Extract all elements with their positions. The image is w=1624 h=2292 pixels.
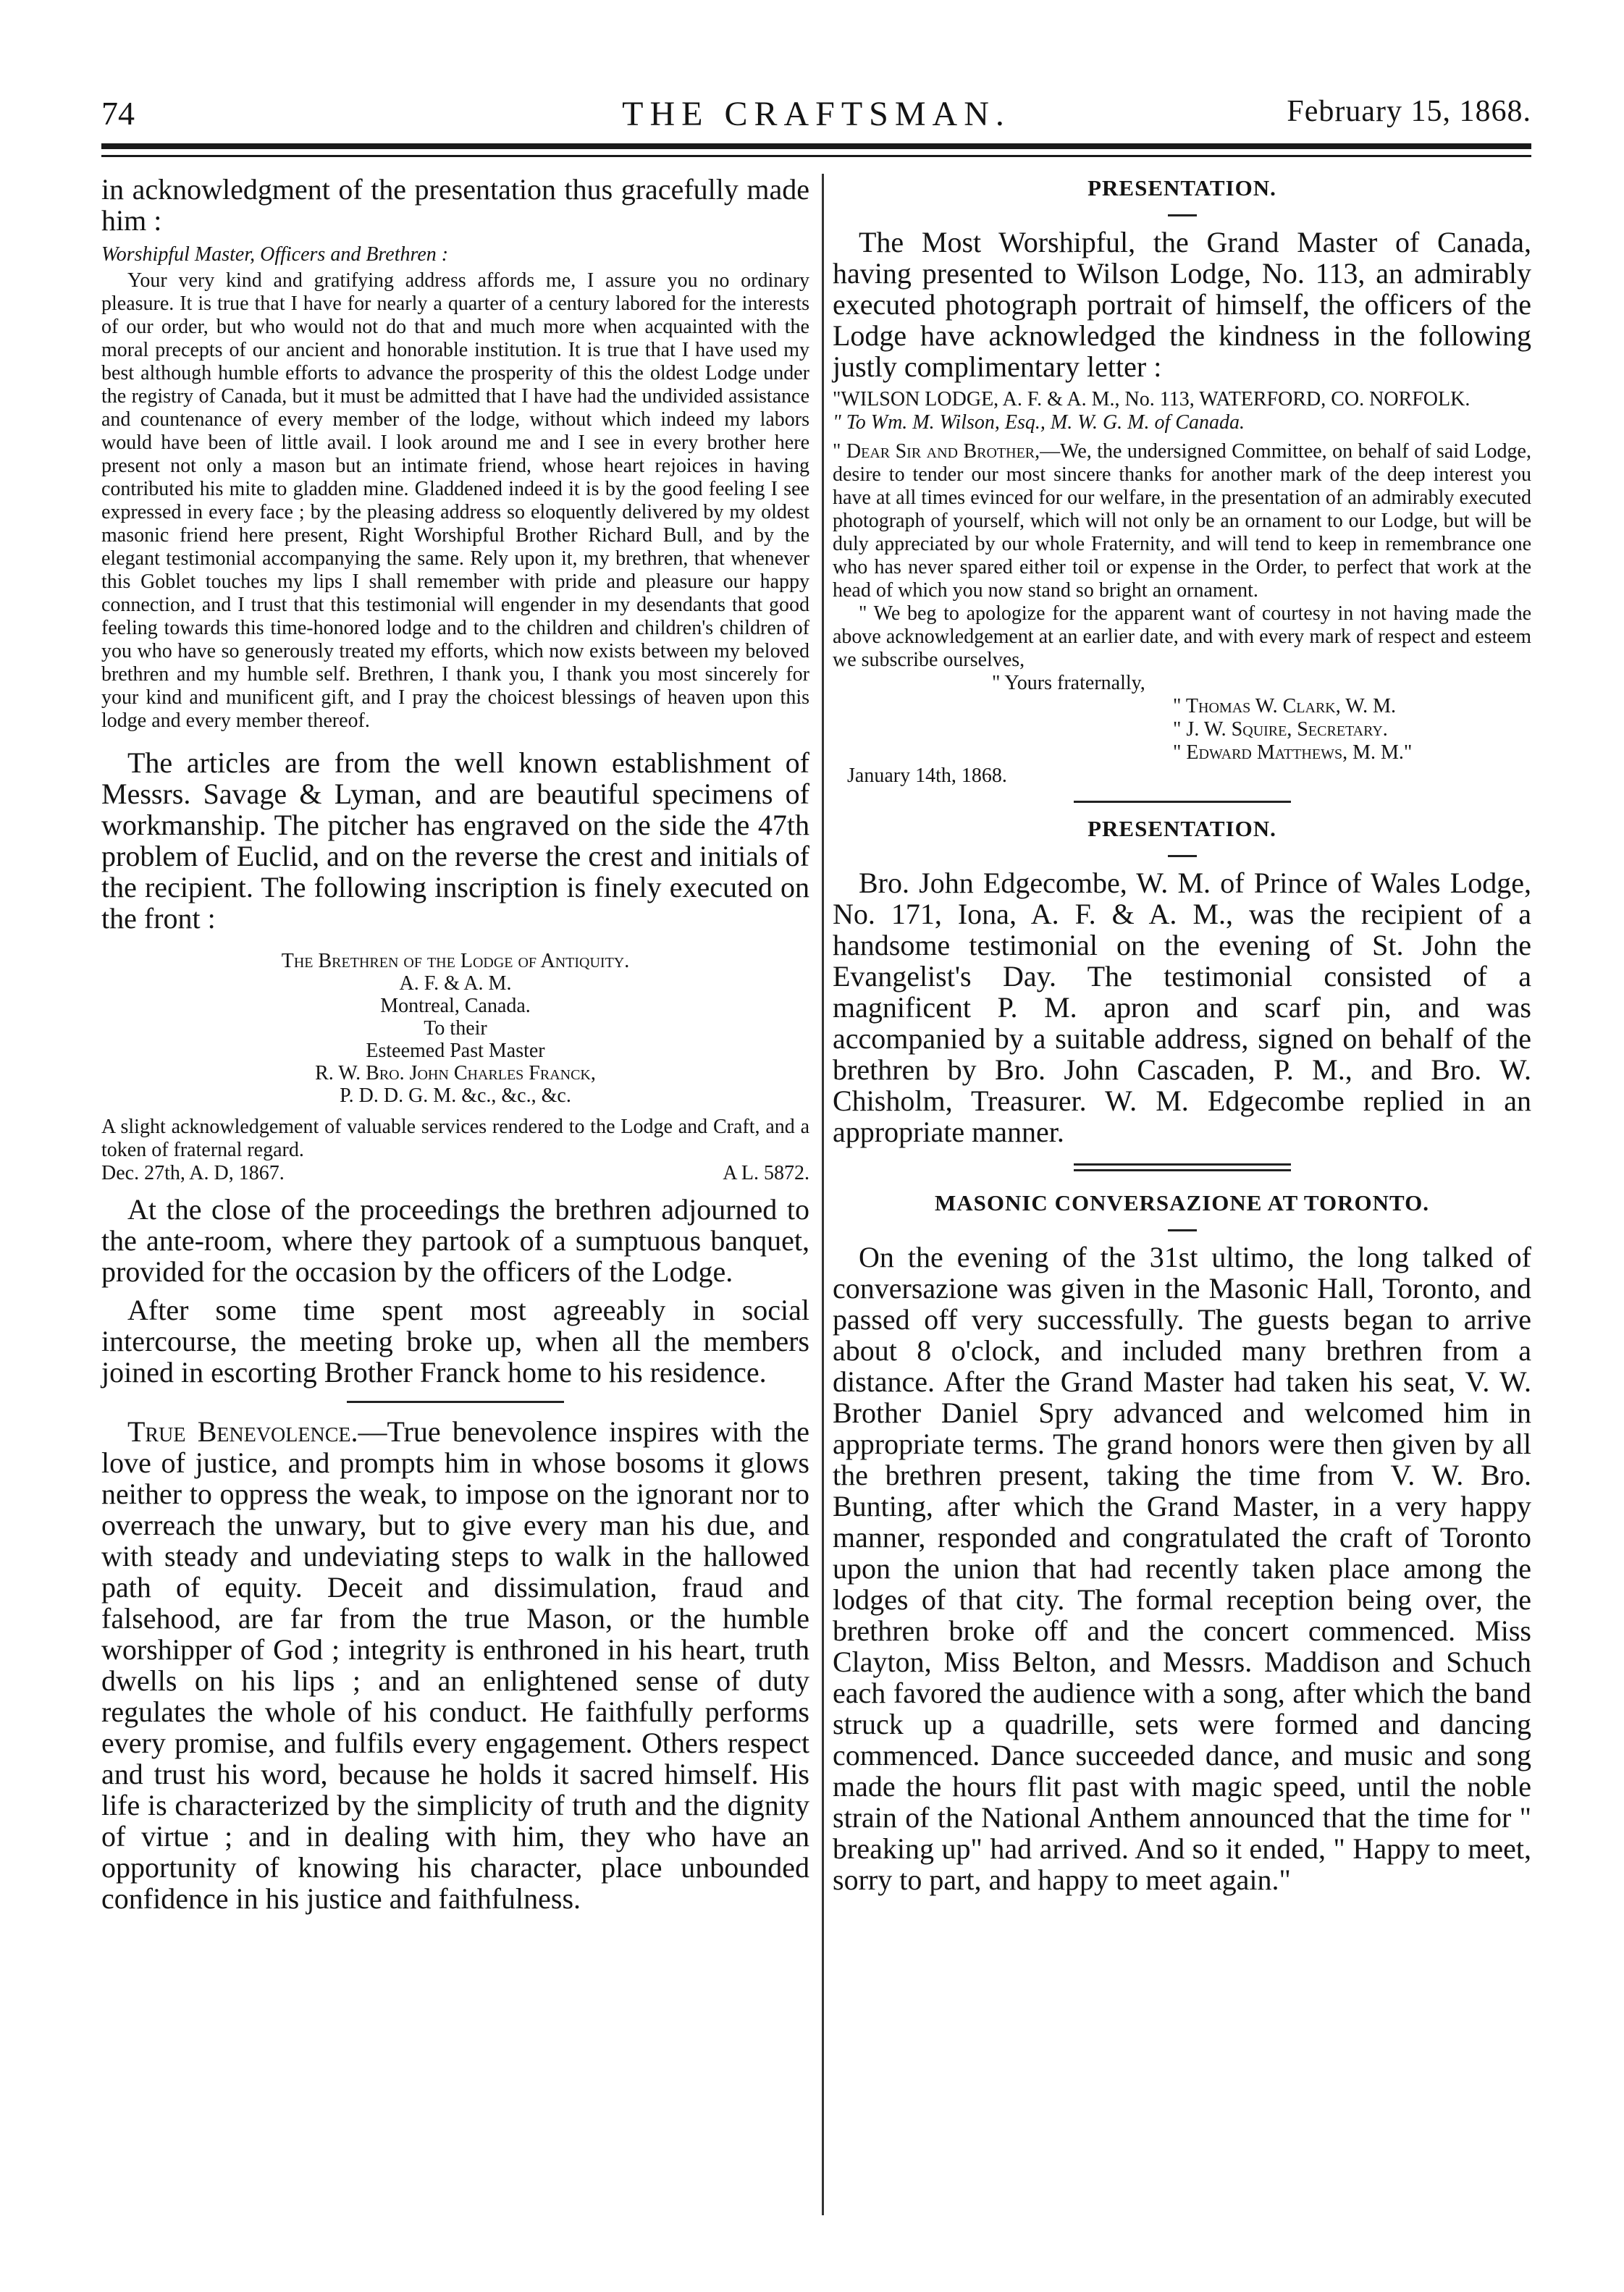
inscription-line: A. F. & A. M. <box>399 972 512 995</box>
section-divider <box>347 1401 564 1403</box>
reply-address: Your very kind and gratifying address affords me, I assure you no ordinary pleasure. It is true that I have for nearly a quarter of a century labored for the interests of our order, but who would not do that and much more when acquainted with the moral precepts of our ancient and honorable institution. It is true that I have used my best although humble efforts to advance the prosperity of this the oldest Lodge under the registry of Canada, but it must be admitted that I have had the undivided assistance and countenance of every member of the lodge, without which indeed my labors would have been of little avail. I look around me and I see in every brother here present not only a mason but an intimate friend, whose heart rejoices in having contributed his mite to gladden mine. Gladdened indeed it is by the good feeling I see expressed in every face ; by the pleasing address so eloquently delivered by my oldest masonic friend here present, Right Worshipful Brother Richard Bull, and by the elegant testimonial accompanying the same. Rely upon it, my brethren, that whenever this Goblet touches my lips I shall remember with pride and pleasure our happy connection, and I trust that this testimonial will engender in my desendants that good feeling towards this time-honored lodge and to the children and children's children of you who have so generously treated my efforts, which now exists between my beloved brethren and my humble self. Brethren, I thank you, I thank you most sincerely for your kind and munificent gift, and I pray the choicest blessings of heaven upon this lodge and every member thereof. <box>101 269 809 732</box>
section-divider-double <box>1074 1163 1291 1171</box>
inscription-line: R. W. Bro. John Charles Franck, <box>315 1062 596 1084</box>
left-column <box>101 174 809 1914</box>
section-heading-conversazione: MASONIC CONVERSAZIONE AT TORONTO. <box>934 1190 1429 1215</box>
address-salutation: Worshipful Master, Officers and Brethren : <box>101 243 449 266</box>
column-divider <box>822 174 824 2215</box>
inscription-date-right: A L. 5872. <box>723 1162 809 1184</box>
letter-date: January 14th, 1868. <box>847 764 1007 787</box>
inscription-line: The Brethren of the Lodge of Antiquity. <box>281 950 630 972</box>
header-rule-thick <box>101 143 1531 149</box>
inscription-line: Montreal, Canada. <box>380 995 531 1017</box>
presentation-paragraph-2: Bro. John Edgecombe, W. M. of Prince of Wales Lodge, No. 171, Iona, A. F. & A. M., was the recipient of a handsome testimonial on the evening of St. John the Evangelist's Day. The testimonial consisted of a magnificent P. M. apron and scarf pin, and was accompanied by a suitable address, signed on behalf of the brethren by Bro. John Cascaden, P. M., and Bro. W. Chisholm, Treasurer. W. M. Edgecombe replied in an appropriate manner. <box>833 867 1531 1148</box>
section-heading-presentation-1: PRESENTATION. <box>1087 175 1276 201</box>
heading-dash <box>1168 855 1197 857</box>
publication-title: THE CRAFTSMAN. <box>622 95 1011 133</box>
intro-paragraph: in acknowledgment of the presentation thus gracefully made him : <box>101 173 809 237</box>
letter-addressee: " To Wm. M. Wilson, Esq., M. W. G. M. of Canada. <box>833 411 1245 434</box>
signature-2: " J. W. Squire, Secretary. <box>1173 718 1388 741</box>
inscription-date-left: Dec. 27th, A. D, 1867. <box>101 1162 285 1184</box>
page-number: 74 <box>101 95 135 132</box>
letter-head: "WILSON LODGE, A. F. & A. M., No. 113, WATERFORD, CO. NORFOLK. <box>833 388 1471 410</box>
letter-apology: " We beg to apologize for the apparent want of courtesy in not having made the above acknowledgement at an earlier date, and with every mark of respect and esteem we subscribe ourselves, <box>833 602 1531 671</box>
articles-paragraph: The articles are from the well known establishment of Messrs. Savage & Lyman, and are beautiful specimens of workmanship. The pitcher has engraved on the side the 47th problem of Euclid, and on the reverse the crest and initials of the recipient. The following inscription is finely executed on the front : <box>101 746 809 935</box>
presentation-paragraph-1: The Most Worshipful, the Grand Master of Canada, having presented to Wilson Lodge, No. 113, an admirably executed photograph portrait of himself, the officers of the Lodge have acknowledged the kindness in the following justly complimentary letter : <box>833 226 1531 383</box>
letter-closing: " Yours fraternally, <box>992 672 1145 694</box>
right-column <box>833 174 1531 1895</box>
inscription-note: A slight acknowledgement of valuable services rendered to the Lodge and Craft, and a token of fraternal regard. <box>101 1116 809 1161</box>
inscription-line: Esteemed Past Master <box>366 1040 545 1062</box>
inscription-line: P. D. D. G. M. &c., &c., &c. <box>340 1084 571 1107</box>
conversazione-paragraph: On the evening of the 31st ultimo, the long talked of conversazione was given in the Masonic Hall, Toronto, and passed off very successfully. The guests began to arrive about 8 o'clock, and included many brethren from a distance. After the Grand Master had taken his seat, V. W. Brother Daniel Spry advanced and welcomed him in appropriate terms. The grand honors were then given by all the brethren present, taking the time from V. W. Bro. Bunting, after which the Grand Master, in a very happy manner, responded and congratulated the craft of Toronto upon the union that had recently taken place among the lodges of that city. The formal reception being over, the brethren broke off and the concert commenced. Miss Clayton, Miss Belton, and Messrs. Maddison and Schuch each favored the audience with a song, after which the band struck up a quadrille, sets were formed and dancing commenced. Dance succeeded dance, and music and song made the hours flit past with magic speed, until the noble strain of the National Anthem announced that the time for " breaking up" had arrived. And so it ended, " Happy to meet, sorry to part, and happy to meet again." <box>833 1241 1531 1896</box>
letter-body-paragraph <box>833 440 1531 602</box>
benevolence-lead: True Benevolence. <box>127 1415 358 1448</box>
header-rule-thin <box>101 155 1531 157</box>
heading-dash <box>1168 1229 1197 1231</box>
section-heading-presentation-2: PRESENTATION. <box>1087 816 1276 841</box>
heading-dash <box>1168 214 1197 216</box>
section-divider <box>1074 801 1291 803</box>
inscription-block <box>101 950 809 1107</box>
letter-body: —We, the undersigned Committee, on behalf of said Lodge, desire to tender our most sincere thanks for another mark of the deep interest you have at all times evinced for our welfare, in the presentation of an admirably executed photograph of yourself, which will not only be an ornament to our Lodge, but will be duly appreciated by our whole Fraternity, and will tend to keep in remembrance one who has never spared either toil or expense in the Order, to perfect that work at the head of which you now stand so bright an ornament. <box>833 440 1531 602</box>
benevolence-paragraph <box>101 1416 809 1914</box>
signature-3: " Edward Matthews, M. M." <box>1173 741 1413 764</box>
signature-1: " Thomas W. Clark, W. M. <box>1173 695 1396 717</box>
benevolence-text: —True benevolence inspires with the love of justice, and prompts him in whose bosoms it glows neither to oppress the weak, to impose on the ignorant nor to overreach the unwary, but to give every man his due, and with steady and undeviating steps to walk in the hallowed path of equity. Deceit and dissimulation, fraud and falsehood, are far from the true Mason, or the humble worshipper of God ; integrity is enthroned in his heart, truth dwells on his lips ; and an enlightened sense of duty regulates the whole of his conduct. He faithfully performs every promise, and fulfils every engagement. Others respect and trust his word, because he holds it sacred himself. His life is characterized by the simplicity of truth and the dignity of virtue ; and in dealing with him, they who have an opportunity of knowing his character, place unbounded confidence in his justice and faithfulness. <box>101 1415 809 1915</box>
inscription-line: To their <box>424 1017 487 1040</box>
close-paragraph: At the close of the proceedings the brethren adjourned to the ante-room, where they partook of a sumptuous banquet, provided for the occasion by the officers of the Lodge. <box>101 1193 809 1288</box>
page-header <box>101 94 1531 145</box>
issue-date: February 15, 1868. <box>1287 95 1531 128</box>
after-paragraph: After some time spent most agreeably in social intercourse, the meeting broke up, when all the members joined in escorting Brother Franck home to his residence. <box>101 1294 809 1389</box>
inscription-dates <box>101 1162 809 1185</box>
letter-salutation: " Dear Sir and Brother, <box>833 440 1040 463</box>
